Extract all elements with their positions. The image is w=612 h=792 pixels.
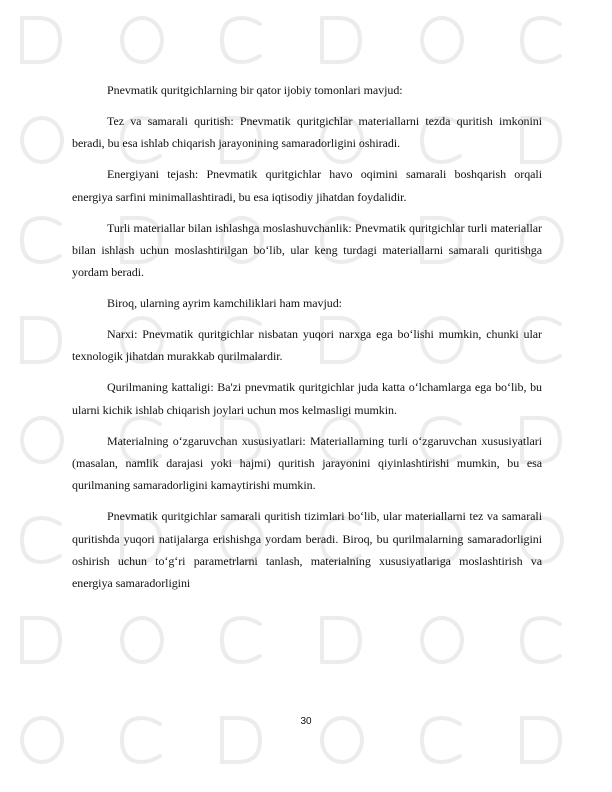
watermark-o-glyph (22, 418, 62, 462)
watermark-c-glyph (522, 18, 560, 62)
watermark-d-glyph (322, 18, 360, 62)
paragraph-intro-advantages: Pnevmatik quritgichlarning bir qator ijobiy tomonlari mavjud: (107, 83, 403, 97)
watermark-c-glyph (222, 618, 260, 662)
paragraph-price: Narxi: Pnevmatik quritgichlar nisbatan yuqori narxga ega bo‘lishi mumkin, chunki ular texnologik jihatdan murakkab qurilmalardir. (72, 327, 542, 364)
watermark-c-glyph (222, 18, 260, 62)
watermark-o-glyph (422, 18, 462, 62)
watermark-o-glyph (122, 618, 162, 662)
paragraph-fast-drying: Tez va samarali quritish: Pnevmatik quritgichlar materiallarni tezda quritish imkonini beradi, bu esa ishlab chiqarish jarayonining samaradorligini oshiradi. (72, 113, 542, 151)
watermark-d-glyph (22, 318, 60, 362)
watermark-o-glyph (422, 618, 462, 662)
watermark-d-glyph (22, 18, 60, 62)
paragraph-flexibility: Turli materiallar bilan ishlashga moslashuvchanlik: Pnevmatik quritgichlar turli materiallar bilan ishlash uchun moslashtirilgan bo‘lib, ular keng turdagi materiallarni samarali quritishga yordam beradi. (72, 220, 542, 280)
watermark-c-glyph (22, 218, 60, 262)
watermark-o-glyph (22, 118, 62, 162)
paragraph-device-size: Qurilmaning kattaligi: Ba'zi pnevmatik quritgichlar juda katta o‘lchamlarga ega bo‘lib, bu ularni kichik ishlab chiqarish joylari uchun mos kelmasligi mumkin. (72, 380, 542, 417)
watermark-c-glyph (522, 618, 560, 662)
paragraph-intro-disadvantages: Biroq, ularning ayrim kamchiliklari ham mavjud: (107, 296, 342, 311)
paragraph-material-properties: Materialning o‘zgaruvchan xususiyatlari: Materiallarning turli o‘zgaruvchan xususiyatlari (masalan, namlik darajasi yoki hajmi) quritish jarayonini qiyinlashtirishi mumkin, bu esa qurilmaning samaradorligini kamaytirishi mumkin. (72, 433, 542, 493)
watermark-d-glyph (22, 618, 60, 662)
watermark-o-glyph (122, 18, 162, 62)
paragraph-conclusion: Pnevmatik quritgichlar samarali quritish tizimlari bo‘lib, ular materiallarni tez va samarali quritishda yuqori natijalarga erishishga yordam beradi. Biroq, bu qurilmalarning samaradorligini oshirish uchun to‘g‘ri parametrlarni tanlash, materialning xususiyatlariga moslashtirish va energiya samaradorligini (72, 509, 542, 591)
watermark-c-glyph (22, 518, 60, 562)
watermark-d-glyph (322, 618, 360, 662)
document-body (72, 79, 542, 603)
paragraph-energy-saving: Energiyani tejash: Pnevmatik quritgichlar havo oqimini samarali boshqarish orqali energiya sarfini minimallashtiradi, bu esa iqtisodiy jihatdan foydalidir. (72, 167, 542, 204)
page-number: 30 (300, 716, 312, 727)
